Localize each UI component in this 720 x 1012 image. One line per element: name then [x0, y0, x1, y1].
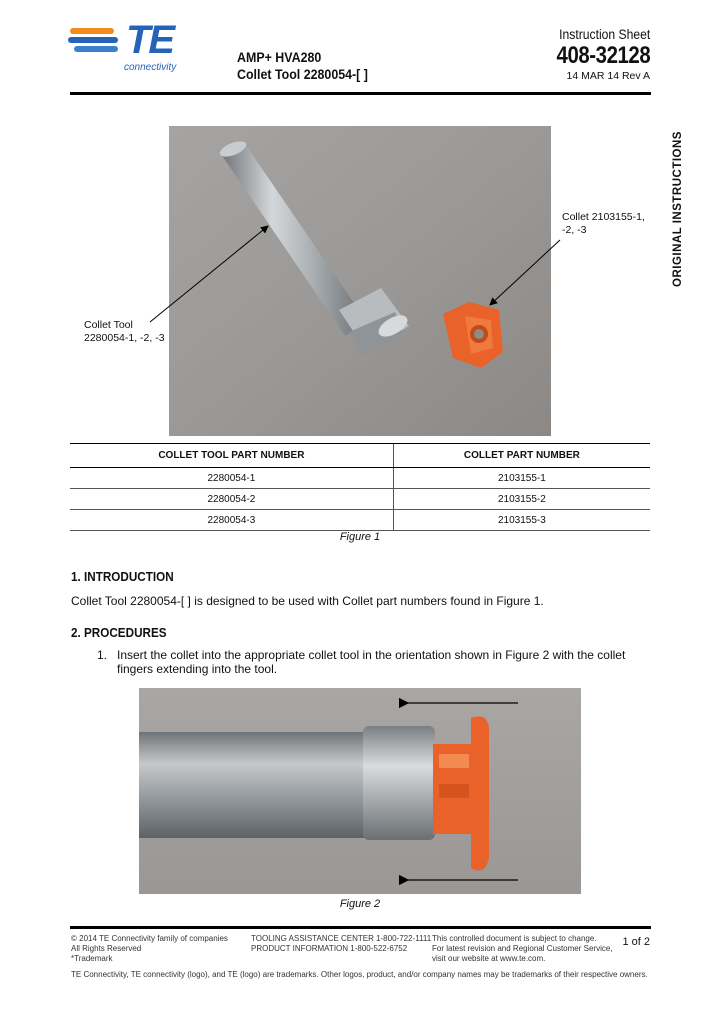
footer-contact-line-2: PRODUCT INFORMATION 1-800-522-6752 [251, 944, 408, 953]
cell-collet-part: 2103155-1 [393, 468, 650, 489]
footer-copyright-line-2: All Rights Reserved [71, 944, 142, 953]
page-number: 1 of 2 [622, 936, 650, 948]
side-label: ORIGINAL INSTRUCTIONS [672, 131, 684, 287]
section1-text: Collet Tool 2280054-[ ] is designed to be used with Collet part numbers found in Figure 1. [71, 594, 544, 608]
title-line-1: AMP+ HVA280 [237, 50, 322, 65]
footer-copyright [71, 934, 228, 964]
footer-contact [251, 934, 431, 954]
section1-heading: 1. INTRODUCTION [71, 569, 174, 584]
title-line-2: Collet Tool 2280054-[ ] [237, 67, 368, 82]
doc-date-rev: 14 MAR 14 Rev A [566, 70, 650, 82]
cell-tool-part: 2280054-3 [70, 510, 393, 531]
footer-trademark-note: TE Connectivity, TE connectivity (logo), and TE (logo) are trademarks. Other logos, product, and/or company names may be trademarks of their respective owners. [71, 970, 648, 979]
doc-number: 408-32128 [556, 42, 650, 69]
footer-notice-line-3: visit our website at www.te.com. [432, 954, 546, 963]
step-number: 1. [97, 648, 108, 662]
cell-collet-part: 2103155-3 [393, 510, 650, 531]
cell-tool-part: 2280054-2 [70, 489, 393, 510]
footer-notice-line-1: This controlled document is subject to change. [432, 934, 597, 943]
callout-tool-line-2: 2280054-1, -2, -3 [84, 332, 165, 344]
callout-collet-line-1: Collet 2103155-1, [562, 211, 645, 223]
header-collet: COLLET PART NUMBER [393, 444, 650, 468]
figure1-caption: Figure 1 [339, 531, 381, 543]
footer-rule [70, 926, 651, 929]
logo-te-text: TE [126, 18, 174, 62]
header-collet-tool: COLLET TOOL PART NUMBER [70, 444, 393, 468]
callout-collet-line-2: -2, -3 [562, 224, 587, 236]
step-text-line-1: Insert the collet into the appropriate collet tool in the orientation shown in Figure 2 with the collet [117, 648, 626, 662]
step-text-line-2: fingers extending into the tool. [117, 662, 278, 676]
logo-subtext: connectivity [124, 62, 177, 73]
footer-contact-line-1: TOOLING ASSISTANCE CENTER 1-800-722-1111 [251, 934, 432, 943]
doc-type: Instruction Sheet [558, 27, 650, 42]
callout-tool-line-1: Collet Tool [84, 319, 133, 331]
footer-copyright-line-3: *Trademark [71, 954, 113, 963]
section2-heading: 2. PROCEDURES [71, 625, 167, 640]
footer-notice-line-2: For latest revision and Regional Customer Service, [432, 944, 613, 953]
footer-copyright-line-1: © 2014 TE Connectivity family of companies [71, 934, 228, 943]
figure2-caption: Figure 2 [339, 898, 381, 910]
cell-collet-part: 2103155-2 [393, 489, 650, 510]
footer-notice [432, 934, 613, 964]
cell-tool-part: 2280054-1 [70, 468, 393, 489]
